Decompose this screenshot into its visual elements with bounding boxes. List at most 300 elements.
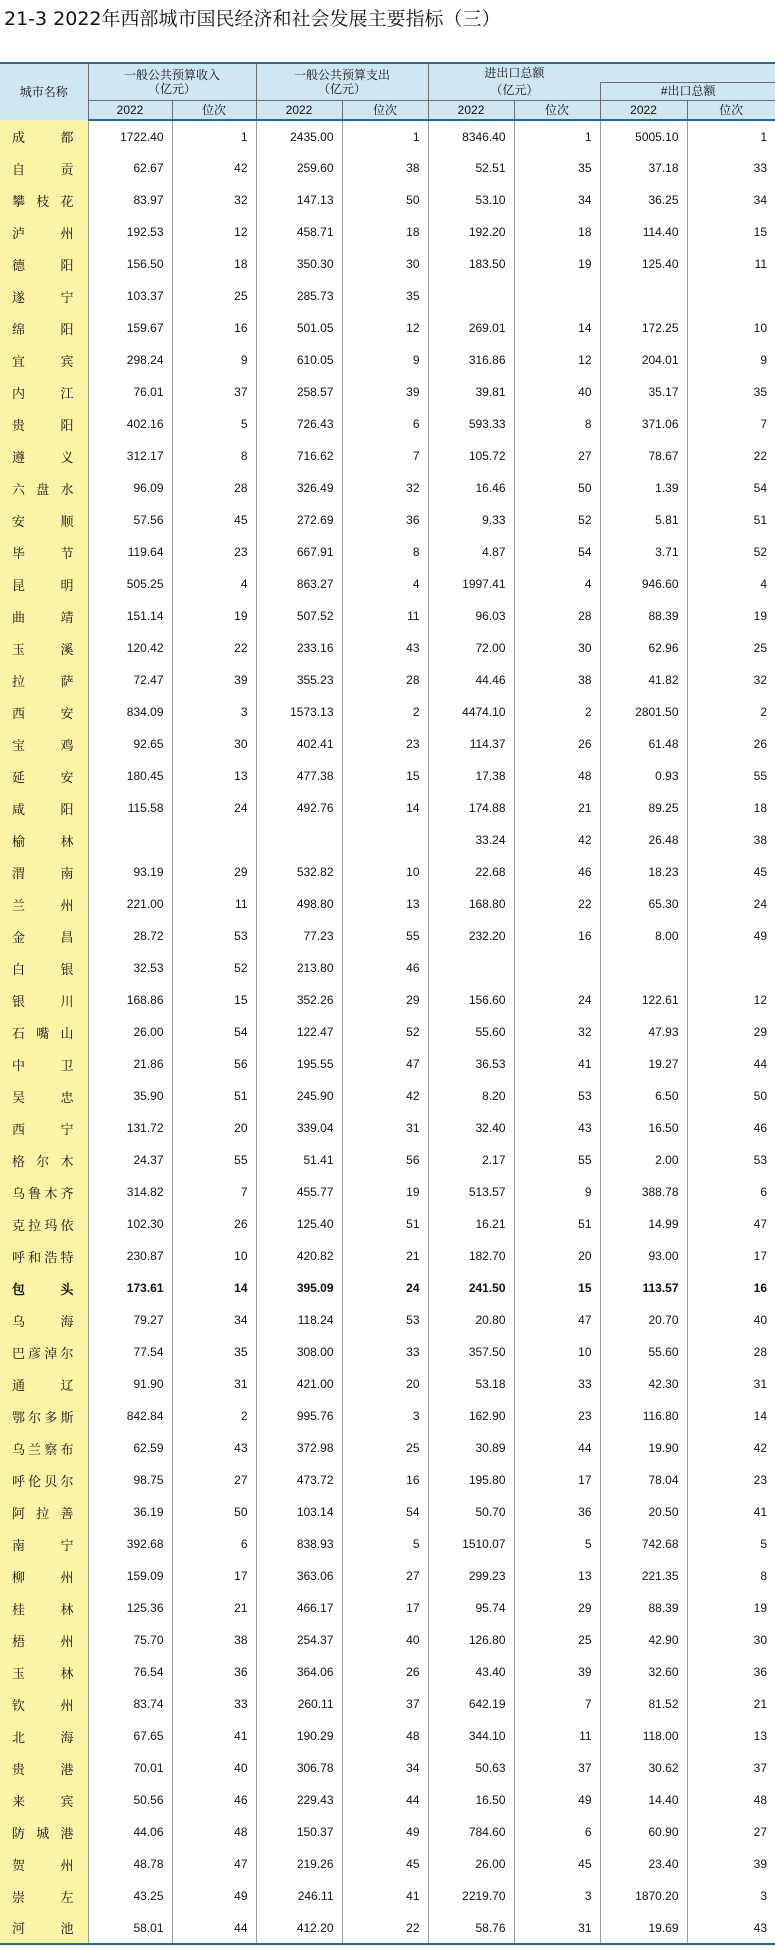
city-name: 玉 林	[0, 1656, 88, 1688]
trade-value: 20.80	[428, 1304, 514, 1336]
trade-rank: 9	[514, 1176, 600, 1208]
trade-value: 195.80	[428, 1464, 514, 1496]
export-value: 122.61	[600, 984, 687, 1016]
trade-value: 44.46	[428, 664, 514, 696]
trade-rank: 23	[514, 1400, 600, 1432]
city-name: 遵 义	[0, 440, 88, 472]
table-row	[0, 1496, 775, 1528]
expenditure-rank: 14	[342, 792, 428, 824]
revenue-rank: 30	[172, 728, 256, 760]
expenditure-value: 306.78	[256, 1752, 342, 1784]
expenditure-value: 863.27	[256, 568, 342, 600]
city-name: 防城港	[0, 1816, 88, 1848]
trade-rank: 48	[514, 760, 600, 792]
export-value: 221.35	[600, 1560, 687, 1592]
revenue-rank: 7	[172, 1176, 256, 1208]
revenue-value: 402.16	[88, 408, 172, 440]
revenue-rank: 56	[172, 1048, 256, 1080]
revenue-rank: 35	[172, 1336, 256, 1368]
revenue-value: 26.00	[88, 1016, 172, 1048]
expenditure-rank: 7	[342, 440, 428, 472]
export-rank: 11	[687, 248, 775, 280]
table-row	[0, 1144, 775, 1176]
export-rank: 13	[687, 1720, 775, 1752]
expenditure-rank: 49	[342, 1816, 428, 1848]
trade-value: 2.17	[428, 1144, 514, 1176]
table-row	[0, 1240, 775, 1272]
revenue-value: 58.01	[88, 1912, 172, 1944]
revenue-rank: 15	[172, 984, 256, 1016]
export-rank: 18	[687, 792, 775, 824]
table-body	[0, 120, 775, 1944]
city-name: 曲 靖	[0, 600, 88, 632]
expenditure-rank: 44	[342, 1784, 428, 1816]
expenditure-value: 118.24	[256, 1304, 342, 1336]
trade-value: 33.24	[428, 824, 514, 856]
export-rank: 51	[687, 504, 775, 536]
table-row	[0, 568, 775, 600]
header-rank: 位次	[687, 101, 775, 121]
export-rank: 33	[687, 152, 775, 184]
revenue-rank: 14	[172, 1272, 256, 1304]
city-name: 咸 阳	[0, 792, 88, 824]
export-rank: 6	[687, 1176, 775, 1208]
expenditure-rank: 51	[342, 1208, 428, 1240]
expenditure-rank: 23	[342, 728, 428, 760]
export-value: 204.01	[600, 344, 687, 376]
export-value: 35.17	[600, 376, 687, 408]
expenditure-value: 507.52	[256, 600, 342, 632]
city-name: 河 池	[0, 1912, 88, 1944]
export-rank: 34	[687, 184, 775, 216]
header-year: 2022	[428, 101, 514, 121]
expenditure-rank: 54	[342, 1496, 428, 1528]
revenue-value: 314.82	[88, 1176, 172, 1208]
city-name: 拉 萨	[0, 664, 88, 696]
revenue-rank: 9	[172, 344, 256, 376]
expenditure-rank: 27	[342, 1560, 428, 1592]
revenue-rank: 53	[172, 920, 256, 952]
table-row	[0, 248, 775, 280]
revenue-rank: 12	[172, 216, 256, 248]
expenditure-rank: 11	[342, 600, 428, 632]
table-row	[0, 1784, 775, 1816]
trade-value: 513.57	[428, 1176, 514, 1208]
revenue-value: 50.56	[88, 1784, 172, 1816]
city-name: 兰 州	[0, 888, 88, 920]
trade-value: 156.60	[428, 984, 514, 1016]
revenue-rank: 19	[172, 600, 256, 632]
table-row	[0, 1688, 775, 1720]
expenditure-rank: 20	[342, 1368, 428, 1400]
export-rank: 2	[687, 696, 775, 728]
expenditure-value: 610.05	[256, 344, 342, 376]
expenditure-rank: 47	[342, 1048, 428, 1080]
revenue-rank: 44	[172, 1912, 256, 1944]
revenue-value: 151.14	[88, 600, 172, 632]
table-row	[0, 664, 775, 696]
expenditure-value: 412.20	[256, 1912, 342, 1944]
expenditure-value: 421.00	[256, 1368, 342, 1400]
revenue-rank: 22	[172, 632, 256, 664]
expenditure-value: 260.11	[256, 1688, 342, 1720]
trade-value: 2219.70	[428, 1880, 514, 1912]
revenue-value: 312.17	[88, 440, 172, 472]
export-rank: 1	[687, 120, 775, 152]
trade-rank: 39	[514, 1656, 600, 1688]
export-value: 6.50	[600, 1080, 687, 1112]
revenue-rank: 11	[172, 888, 256, 920]
city-name: 呼伦贝尔	[0, 1464, 88, 1496]
page-title: 21-3 2022年西部城市国民经济和社会发展主要指标（三）	[4, 8, 501, 30]
trade-value: 192.20	[428, 216, 514, 248]
expenditure-value: 150.37	[256, 1816, 342, 1848]
city-name: 南 宁	[0, 1528, 88, 1560]
trade-rank: 11	[514, 1720, 600, 1752]
export-value: 19.90	[600, 1432, 687, 1464]
expenditure-rank: 45	[342, 1848, 428, 1880]
trade-rank: 42	[514, 824, 600, 856]
trade-value: 162.90	[428, 1400, 514, 1432]
header-revenue-unit: （亿元）	[148, 82, 197, 96]
revenue-rank: 49	[172, 1880, 256, 1912]
expenditure-value: 995.76	[256, 1400, 342, 1432]
header-expenditure-unit: （亿元）	[318, 82, 367, 96]
table-row	[0, 1400, 775, 1432]
expenditure-rank: 5	[342, 1528, 428, 1560]
export-value: 946.60	[600, 568, 687, 600]
city-name: 渭 南	[0, 856, 88, 888]
revenue-value: 75.70	[88, 1624, 172, 1656]
export-value: 78.04	[600, 1464, 687, 1496]
expenditure-value: 458.71	[256, 216, 342, 248]
expenditure-value	[256, 824, 342, 856]
revenue-value: 67.65	[88, 1720, 172, 1752]
expenditure-rank: 24	[342, 1272, 428, 1304]
expenditure-value: 372.98	[256, 1432, 342, 1464]
trade-rank: 49	[514, 1784, 600, 1816]
export-rank: 54	[687, 472, 775, 504]
export-value: 19.27	[600, 1048, 687, 1080]
revenue-rank: 6	[172, 1528, 256, 1560]
revenue-rank: 39	[172, 664, 256, 696]
table-row	[0, 1848, 775, 1880]
trade-value: 4.87	[428, 536, 514, 568]
revenue-value: 103.37	[88, 280, 172, 312]
trade-rank	[514, 952, 600, 984]
export-rank: 21	[687, 1688, 775, 1720]
export-value: 26.48	[600, 824, 687, 856]
trade-rank: 4	[514, 568, 600, 600]
revenue-value: 221.00	[88, 888, 172, 920]
export-rank: 45	[687, 856, 775, 888]
export-value: 16.50	[600, 1112, 687, 1144]
export-value: 371.06	[600, 408, 687, 440]
header-trade-unit: （亿元）	[490, 83, 539, 97]
trade-rank: 15	[514, 1272, 600, 1304]
export-rank: 28	[687, 1336, 775, 1368]
trade-rank: 22	[514, 888, 600, 920]
expenditure-rank: 43	[342, 632, 428, 664]
export-rank: 10	[687, 312, 775, 344]
city-name: 六盘水	[0, 472, 88, 504]
trade-rank: 17	[514, 1464, 600, 1496]
trade-value: 168.80	[428, 888, 514, 920]
city-name: 毕 节	[0, 536, 88, 568]
expenditure-value: 402.41	[256, 728, 342, 760]
export-rank: 14	[687, 1400, 775, 1432]
trade-value: 32.40	[428, 1112, 514, 1144]
revenue-rank: 31	[172, 1368, 256, 1400]
export-value: 388.78	[600, 1176, 687, 1208]
revenue-value: 96.09	[88, 472, 172, 504]
city-name: 格尔木	[0, 1144, 88, 1176]
trade-value: 105.72	[428, 440, 514, 472]
revenue-rank: 43	[172, 1432, 256, 1464]
expenditure-rank: 39	[342, 376, 428, 408]
revenue-rank: 55	[172, 1144, 256, 1176]
expenditure-rank: 22	[342, 1912, 428, 1944]
export-rank: 4	[687, 568, 775, 600]
table-row	[0, 1592, 775, 1624]
trade-value: 269.01	[428, 312, 514, 344]
revenue-value: 131.72	[88, 1112, 172, 1144]
expenditure-rank: 38	[342, 152, 428, 184]
export-value: 19.69	[600, 1912, 687, 1944]
trade-rank: 13	[514, 1560, 600, 1592]
expenditure-value: 473.72	[256, 1464, 342, 1496]
trade-value	[428, 280, 514, 312]
expenditure-rank: 15	[342, 760, 428, 792]
trade-rank	[514, 280, 600, 312]
export-value: 172.25	[600, 312, 687, 344]
expenditure-value: 147.13	[256, 184, 342, 216]
trade-rank: 43	[514, 1112, 600, 1144]
trade-rank: 2	[514, 696, 600, 728]
table-row	[0, 1752, 775, 1784]
city-name: 巴彦淖尔	[0, 1336, 88, 1368]
table-row	[0, 792, 775, 824]
export-rank: 40	[687, 1304, 775, 1336]
city-name: 贺 州	[0, 1848, 88, 1880]
export-rank: 41	[687, 1496, 775, 1528]
table-row	[0, 504, 775, 536]
export-rank: 25	[687, 632, 775, 664]
revenue-rank: 34	[172, 1304, 256, 1336]
revenue-value: 168.86	[88, 984, 172, 1016]
table-row	[0, 920, 775, 952]
revenue-rank: 29	[172, 856, 256, 888]
revenue-value: 834.09	[88, 696, 172, 728]
revenue-rank: 23	[172, 536, 256, 568]
expenditure-value: 245.90	[256, 1080, 342, 1112]
expenditure-rank: 4	[342, 568, 428, 600]
table-row	[0, 1656, 775, 1688]
table-row	[0, 1304, 775, 1336]
expenditure-value: 1573.13	[256, 696, 342, 728]
trade-rank: 7	[514, 1688, 600, 1720]
trade-value: 36.53	[428, 1048, 514, 1080]
revenue-value: 192.53	[88, 216, 172, 248]
export-rank: 43	[687, 1912, 775, 1944]
expenditure-value: 2435.00	[256, 120, 342, 152]
city-name: 德 阳	[0, 248, 88, 280]
trade-value: 16.21	[428, 1208, 514, 1240]
expenditure-rank: 33	[342, 1336, 428, 1368]
export-rank: 49	[687, 920, 775, 952]
city-name: 西 安	[0, 696, 88, 728]
revenue-rank: 46	[172, 1784, 256, 1816]
city-name: 石嘴山	[0, 1016, 88, 1048]
trade-rank: 32	[514, 1016, 600, 1048]
table-row	[0, 376, 775, 408]
expenditure-rank: 30	[342, 248, 428, 280]
revenue-rank: 45	[172, 504, 256, 536]
export-rank: 19	[687, 600, 775, 632]
city-name: 内 江	[0, 376, 88, 408]
trade-rank: 5	[514, 1528, 600, 1560]
revenue-rank: 1	[172, 120, 256, 152]
trade-rank: 30	[514, 632, 600, 664]
header-year: 2022	[88, 101, 172, 121]
header-expenditure-label: 一般公共预算支出	[294, 68, 391, 82]
table-row	[0, 984, 775, 1016]
table-row	[0, 952, 775, 984]
table-row	[0, 344, 775, 376]
export-value: 37.18	[600, 152, 687, 184]
revenue-rank: 51	[172, 1080, 256, 1112]
revenue-rank: 40	[172, 1752, 256, 1784]
table-row	[0, 1112, 775, 1144]
trade-rank: 18	[514, 216, 600, 248]
expenditure-rank: 46	[342, 952, 428, 984]
export-rank: 47	[687, 1208, 775, 1240]
revenue-rank: 4	[172, 568, 256, 600]
revenue-rank: 52	[172, 952, 256, 984]
export-value: 23.40	[600, 1848, 687, 1880]
expenditure-rank: 26	[342, 1656, 428, 1688]
trade-value: 9.33	[428, 504, 514, 536]
revenue-rank: 36	[172, 1656, 256, 1688]
revenue-value: 48.78	[88, 1848, 172, 1880]
expenditure-value: 254.37	[256, 1624, 342, 1656]
expenditure-value: 233.16	[256, 632, 342, 664]
expenditure-value: 51.41	[256, 1144, 342, 1176]
revenue-rank: 8	[172, 440, 256, 472]
export-value: 81.52	[600, 1688, 687, 1720]
revenue-value: 62.59	[88, 1432, 172, 1464]
revenue-value: 98.75	[88, 1464, 172, 1496]
header-year: 2022	[600, 101, 687, 121]
table-row	[0, 536, 775, 568]
city-name: 乌兰察布	[0, 1432, 88, 1464]
expenditure-value: 364.06	[256, 1656, 342, 1688]
trade-value: 344.10	[428, 1720, 514, 1752]
revenue-rank: 50	[172, 1496, 256, 1528]
export-rank: 9	[687, 344, 775, 376]
city-name: 西 宁	[0, 1112, 88, 1144]
city-name: 鄂尔多斯	[0, 1400, 88, 1432]
trade-value: 593.33	[428, 408, 514, 440]
export-value: 114.40	[600, 216, 687, 248]
header-rank: 位次	[514, 101, 600, 121]
export-rank: 35	[687, 376, 775, 408]
export-value: 5005.10	[600, 120, 687, 152]
export-value: 113.57	[600, 1272, 687, 1304]
revenue-rank: 18	[172, 248, 256, 280]
expenditure-rank: 48	[342, 1720, 428, 1752]
trade-rank: 34	[514, 184, 600, 216]
table-row	[0, 440, 775, 472]
revenue-rank: 17	[172, 1560, 256, 1592]
city-name: 包 头	[0, 1272, 88, 1304]
revenue-value: 62.67	[88, 152, 172, 184]
city-name: 通 辽	[0, 1368, 88, 1400]
expenditure-rank: 52	[342, 1016, 428, 1048]
table-row	[0, 312, 775, 344]
revenue-value: 24.37	[88, 1144, 172, 1176]
revenue-value: 28.72	[88, 920, 172, 952]
revenue-value: 35.90	[88, 1080, 172, 1112]
city-name: 钦 州	[0, 1688, 88, 1720]
export-value: 1.39	[600, 472, 687, 504]
expenditure-value: 103.14	[256, 1496, 342, 1528]
trade-rank: 41	[514, 1048, 600, 1080]
export-value: 2801.50	[600, 696, 687, 728]
table-row	[0, 1080, 775, 1112]
revenue-value: 44.06	[88, 1816, 172, 1848]
table-row	[0, 1880, 775, 1912]
revenue-rank: 48	[172, 1816, 256, 1848]
expenditure-value: 258.57	[256, 376, 342, 408]
city-name: 吴 忠	[0, 1080, 88, 1112]
expenditure-value: 77.23	[256, 920, 342, 952]
export-rank: 48	[687, 1784, 775, 1816]
trade-rank: 19	[514, 248, 600, 280]
table-row	[0, 1016, 775, 1048]
export-value	[600, 952, 687, 984]
trade-rank: 44	[514, 1432, 600, 1464]
expenditure-rank: 35	[342, 280, 428, 312]
trade-rank: 21	[514, 792, 600, 824]
city-name: 梧 州	[0, 1624, 88, 1656]
export-rank: 19	[687, 1592, 775, 1624]
table-row	[0, 856, 775, 888]
trade-value: 784.60	[428, 1816, 514, 1848]
export-rank: 8	[687, 1560, 775, 1592]
expenditure-rank: 56	[342, 1144, 428, 1176]
revenue-rank: 5	[172, 408, 256, 440]
export-value: 61.48	[600, 728, 687, 760]
export-value: 118.00	[600, 1720, 687, 1752]
export-rank: 27	[687, 1816, 775, 1848]
table-row	[0, 824, 775, 856]
table-row	[0, 1528, 775, 1560]
export-value: 47.93	[600, 1016, 687, 1048]
revenue-value: 93.19	[88, 856, 172, 888]
expenditure-rank: 9	[342, 344, 428, 376]
table-row	[0, 184, 775, 216]
expenditure-rank: 13	[342, 888, 428, 920]
table-row	[0, 1816, 775, 1848]
revenue-value: 119.64	[88, 536, 172, 568]
revenue-rank: 2	[172, 1400, 256, 1432]
trade-rank: 38	[514, 664, 600, 696]
expenditure-value: 190.29	[256, 1720, 342, 1752]
trade-value: 17.38	[428, 760, 514, 792]
header-city: 城市名称	[0, 63, 88, 120]
header-revenue	[88, 63, 256, 101]
